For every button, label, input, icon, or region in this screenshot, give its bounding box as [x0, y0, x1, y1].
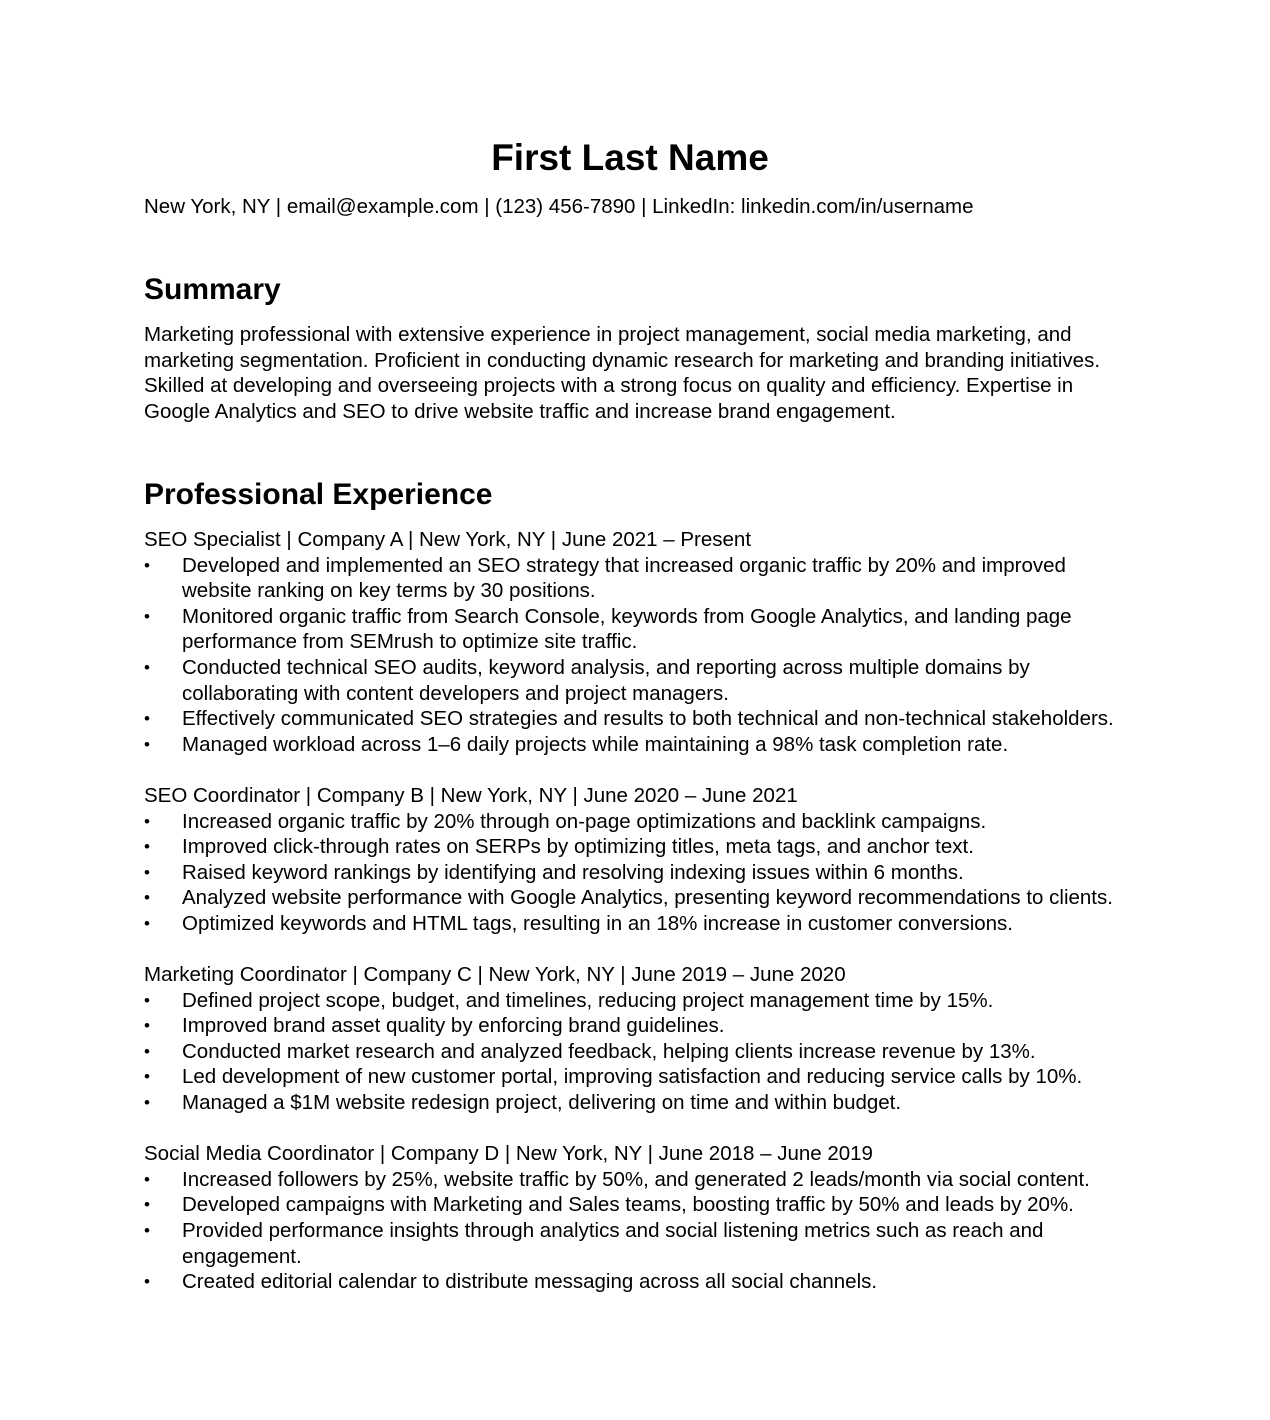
job-entry: [144, 962, 1134, 1116]
bullet-icon: •: [144, 862, 150, 882]
bullet-text: Developed and implemented an SEO strategy that increased organic traffic by 20% and improved website ranking on key terms by 30 positions.: [182, 553, 1066, 603]
job-bullets: [144, 553, 1134, 758]
bullet-text: Conducted market research and analyzed feedback, helping clients increase revenue by 13%.: [182, 1039, 1036, 1063]
bullet-icon: •: [144, 1272, 150, 1292]
bullet-item: [144, 834, 1134, 860]
bullet-icon: •: [144, 606, 150, 626]
job-entry: [144, 1141, 1134, 1295]
job-entry: [144, 783, 1134, 937]
bullet-item: [144, 1218, 1134, 1269]
bullet-item: [144, 553, 1134, 604]
bullet-item: [144, 1064, 1134, 1090]
job-header: SEO Coordinator | Company B | New York, NY | June 2020 – June 2021: [144, 783, 798, 807]
bullet-text: Provided performance insights through analytics and social listening metrics such as reach and engagement.: [182, 1219, 1044, 1268]
bullet-item: [144, 1039, 1134, 1065]
experience-list: [144, 527, 1134, 1320]
bullet-item: [144, 911, 1134, 937]
bullet-text: Conducted technical SEO audits, keyword analysis, and reporting across multiple domains by collaborating with content developers and project managers.: [182, 655, 1030, 705]
bullet-icon: •: [144, 990, 150, 1010]
bullet-text: Created editorial calendar to distribute messaging across all social channels.: [182, 1270, 878, 1294]
bullet-item: [144, 1192, 1134, 1218]
bullet-icon: •: [144, 1016, 150, 1036]
job-bullets: [144, 988, 1134, 1116]
bullet-item: [144, 988, 1134, 1014]
bullet-text: Increased organic traffic by 20% through on-page optimizations and backlink campaigns.: [182, 809, 987, 833]
bullet-text: Analyzed website performance with Google Analytics, presenting keyword recommendations to clients.: [182, 886, 1113, 910]
job-bullets: [144, 1167, 1134, 1295]
bullet-item: [144, 706, 1134, 732]
bullet-item: [144, 885, 1134, 911]
bullet-icon: •: [144, 734, 150, 754]
bullet-item: [144, 860, 1134, 886]
job-bullets: [144, 809, 1134, 937]
bullet-text: Monitored organic traffic from Search Console, keywords from Google Analytics, and landing page performance from SEMrush to optimize site traffic.: [182, 604, 1072, 654]
bullet-item: [144, 809, 1134, 835]
bullet-item: [144, 1167, 1134, 1193]
bullet-text: Defined project scope, budget, and timelines, reducing project management time by 15%.: [182, 988, 994, 1012]
bullet-icon: •: [144, 811, 150, 831]
bullet-text: Managed a $1M website redesign project, delivering on time and within budget.: [182, 1091, 902, 1115]
bullet-text: Optimized keywords and HTML tags, resulting in an 18% increase in customer conversions.: [182, 911, 1014, 935]
bullet-item: [144, 604, 1134, 655]
bullet-icon: •: [144, 657, 150, 677]
bullet-icon: •: [144, 1195, 150, 1215]
bullet-icon: •: [144, 1093, 150, 1113]
job-header: SEO Specialist | Company A | New York, NY | June 2021 – Present: [144, 528, 752, 551]
bullet-text: Increased followers by 25%, website traffic by 50%, and generated 2 leads/month via social content.: [182, 1167, 1090, 1191]
bullet-item: [144, 655, 1134, 706]
bullet-icon: •: [144, 1067, 150, 1087]
bullet-text: Developed campaigns with Marketing and Sales teams, boosting traffic by 50% and leads by 20%.: [182, 1193, 1074, 1217]
bullet-icon: •: [144, 709, 150, 729]
job-header: Marketing Coordinator | Company C | New York, NY | June 2019 – June 2020: [144, 963, 846, 987]
bullet-icon: •: [144, 1221, 150, 1241]
bullet-text: Improved brand asset quality by enforcing brand guidelines.: [182, 1014, 725, 1038]
bullet-icon: •: [144, 1041, 150, 1061]
bullet-text: Led development of new customer portal, improving satisfaction and reducing service calls by 10%.: [182, 1065, 1083, 1089]
bullet-text: Managed workload across 1–6 daily projects while maintaining a 98% task completion rate.: [182, 732, 1009, 756]
bullet-icon: •: [144, 837, 150, 857]
bullet-item: [144, 732, 1134, 758]
bullet-icon: •: [144, 555, 150, 575]
experience-heading: Professional Experience: [144, 478, 493, 511]
contact-line: New York, NY | email@example.com | (123) 456-7890 | LinkedIn: linkedin.com/in/username: [144, 195, 974, 218]
bullet-item: [144, 1013, 1134, 1039]
bullet-item: [144, 1090, 1134, 1116]
bullet-text: Raised keyword rankings by identifying and resolving indexing issues within 6 months.: [182, 860, 964, 884]
bullet-icon: •: [144, 1169, 150, 1189]
job-header: Social Media Coordinator | Company D | New York, NY | June 2018 – June 2019: [144, 1142, 873, 1166]
bullet-item: [144, 1269, 1134, 1295]
bullet-icon: •: [144, 913, 150, 933]
bullet-icon: •: [144, 888, 150, 908]
bullet-text: Improved click-through rates on SERPs by optimizing titles, meta tags, and anchor text.: [182, 835, 974, 859]
candidate-name: First Last Name: [491, 137, 769, 178]
bullet-text: Effectively communicated SEO strategies and results to both technical and non-technical stakeholders.: [182, 707, 1114, 731]
summary-text: Marketing professional with extensive experience in project management, social media marketing, and marketing segmentation. Proficient in conducting dynamic research for marketing and branding initiatives. Skilled at developing and overseeing projects with a strong focus on quality and efficiency. Expertise in Google Analytics and SEO to drive website traffic and increase brand engagement.: [144, 323, 1101, 423]
summary-heading: Summary: [144, 273, 281, 306]
job-entry: [144, 527, 1134, 757]
